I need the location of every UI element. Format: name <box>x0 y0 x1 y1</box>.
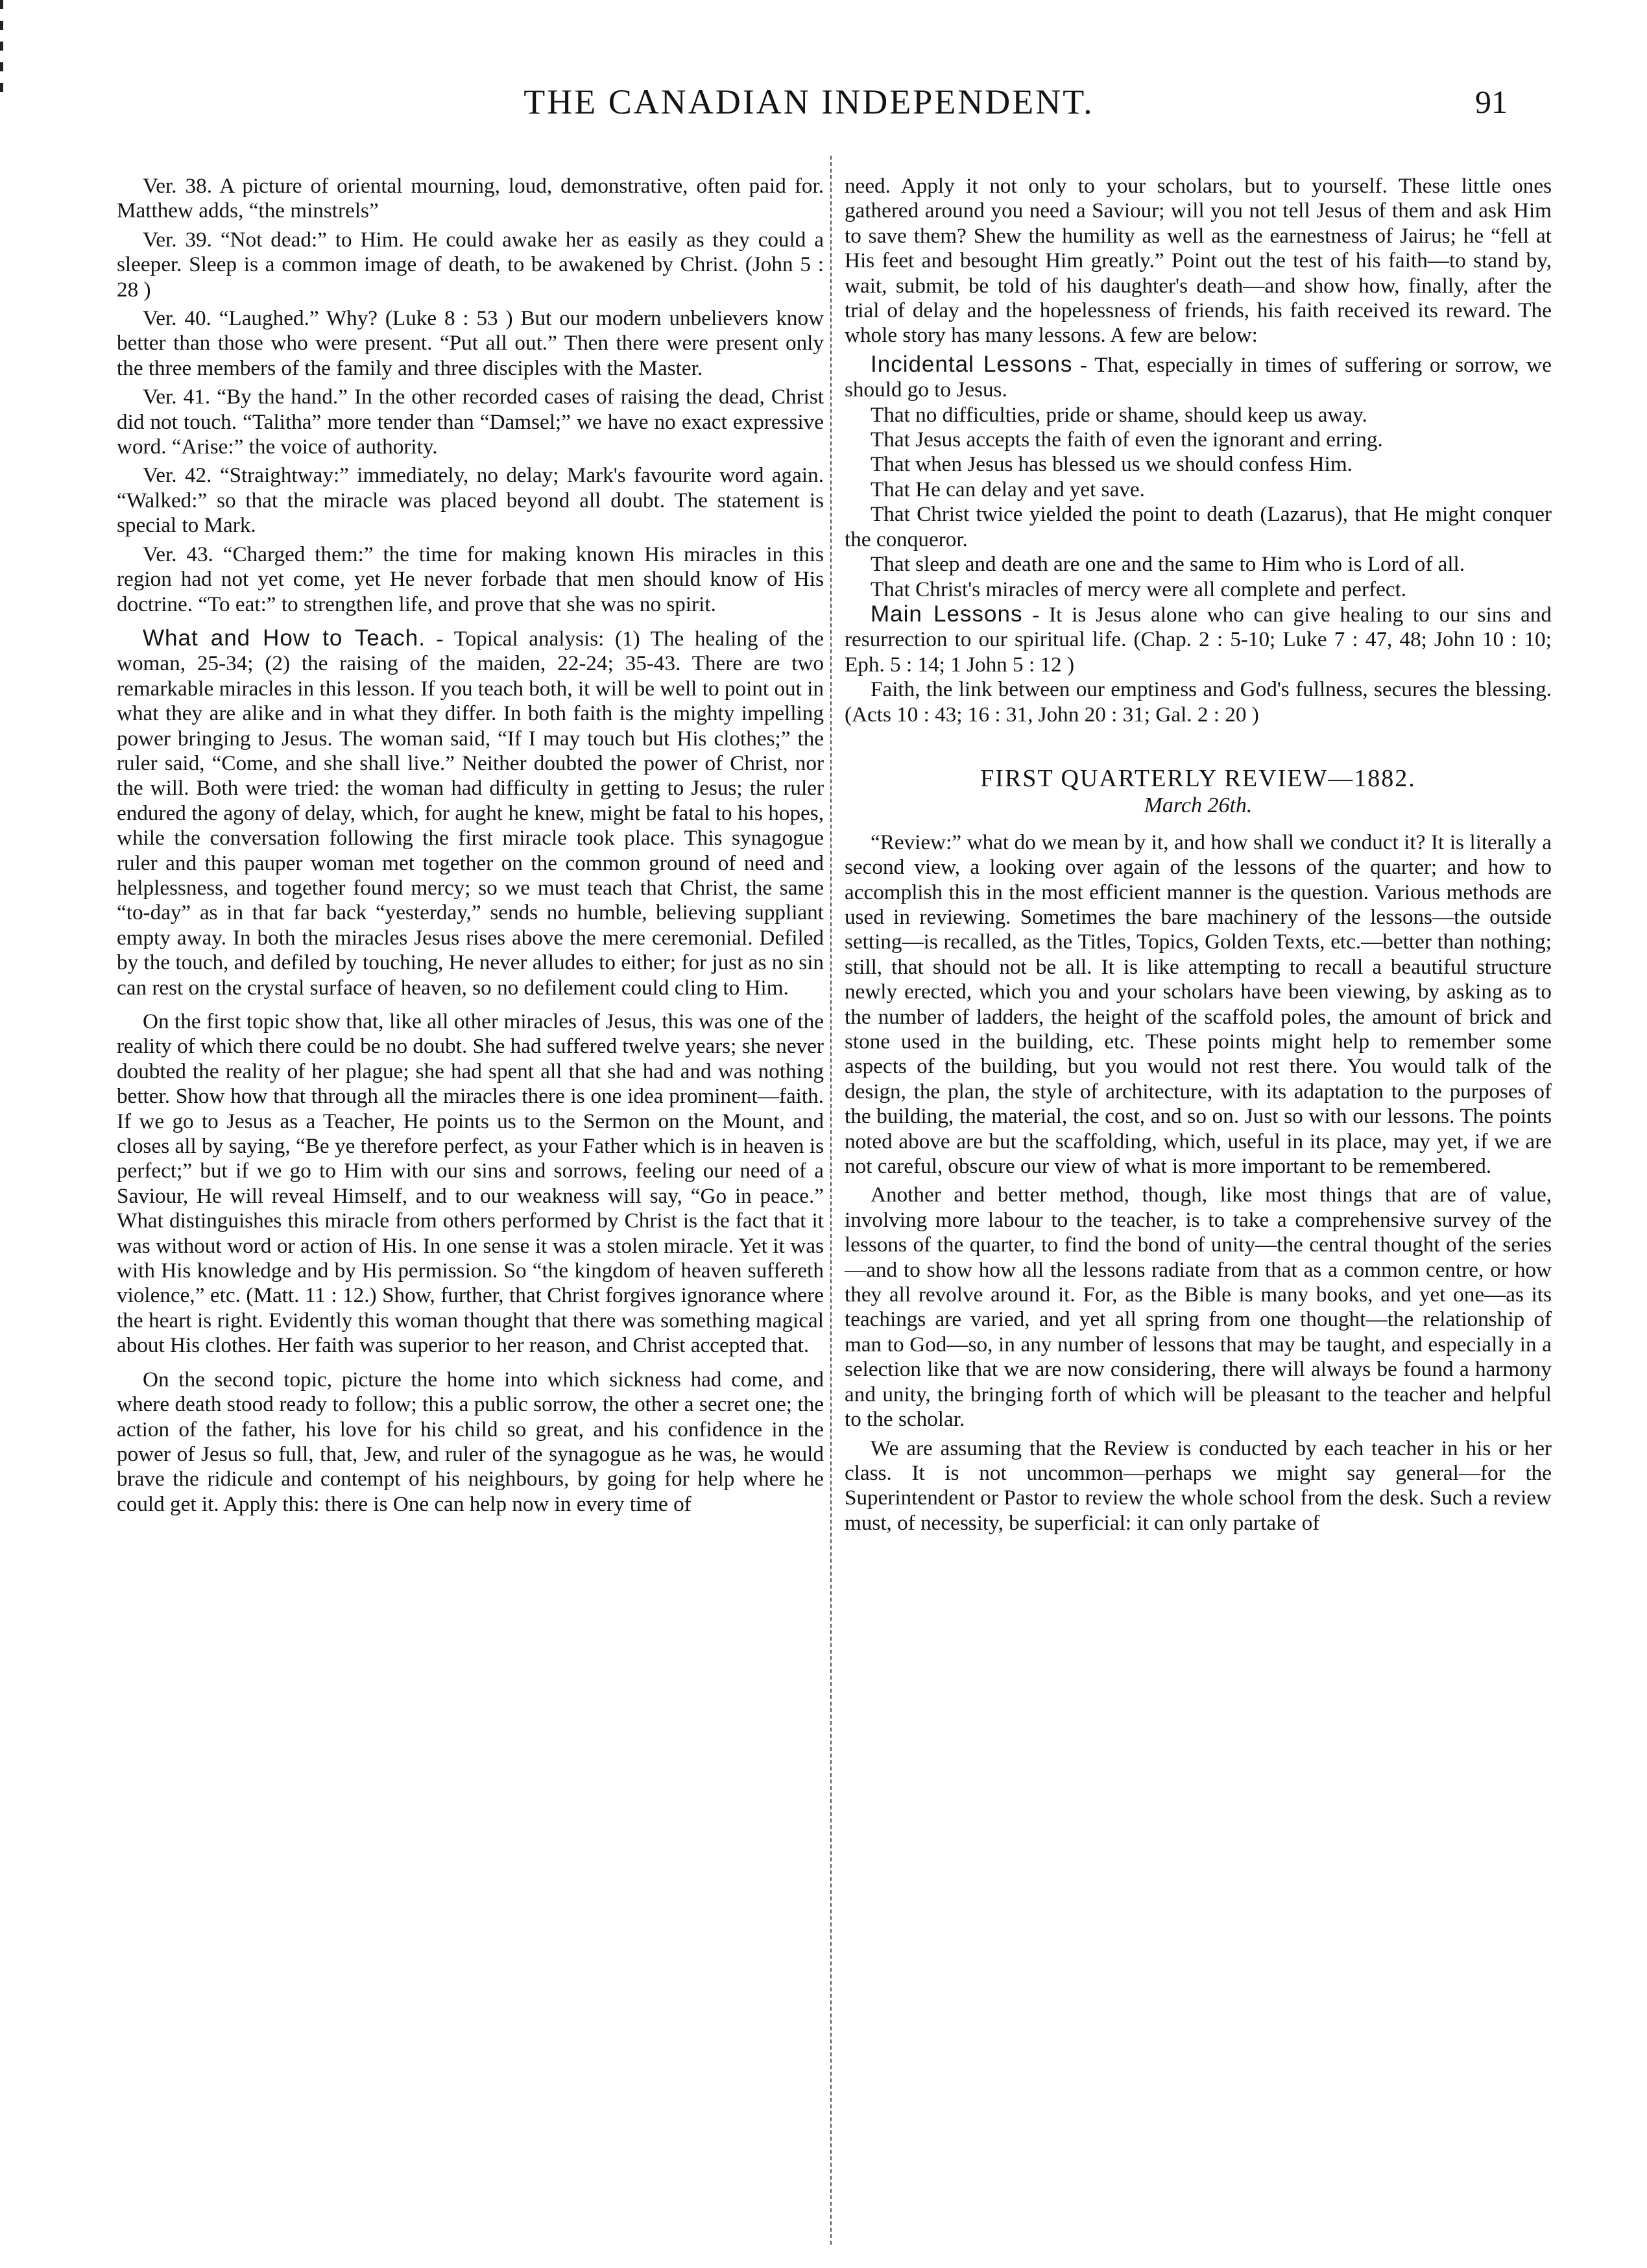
verse-note-43: Ver. 43. “Charged them:” the time for making known His miracles in this region had not yet come, yet He never forbade that men should know of His doctrine. “To eat:” to strengthen life, and prove that she was no spirit. <box>117 542 824 616</box>
edge-mark <box>0 0 3 9</box>
verse-note-41: Ver. 41. “By the hand.” In the other recorded cases of raising the dead, Christ did not touch. “Talitha” more tender than “Damsel;” we have no exact expressive word. “Arise:” the voice of authority. <box>117 385 824 459</box>
incidental-lesson-6: That Christ twice yielded the point to death (Lazarus), that He might conquer the conqueror. <box>845 502 1552 551</box>
scan-edge-marks <box>0 0 5 169</box>
page-number: 91 <box>1475 84 1508 120</box>
page-header <box>110 79 1508 125</box>
review-paragraph-2: Another and better method, though, like most things that are of value, involving more labour to the teacher, is to take a comprehensive survey of the lessons of the quarter, to find the bond of unity—the central thought of the series—and to show how all the lessons radiate from that as a common centre, or how they all revolve around it. For, as the Bible is many books, and yet one—as its teachings are varied, and yet all spring from one thought—the relationship of man to God—so, in any number of lessons that may be taught, and especially in a selection like that we are now considering, there will always be found a harmony and unity, the bringing forth of which will be pleasant to the teacher and helpful to the scholar. <box>845 1183 1552 1432</box>
incidental-lesson-4: That when Jesus has blessed us we should confess Him. <box>871 452 1352 477</box>
second-topic-paragraph: On the second topic, picture the home into which sickness had come, and where death stood ready to follow; this a public sorrow, the other a secret one; the action of the father, his love for his child so great, and his confidence in the power of Jesus so full, that, Jew, and ruler of the synagogue as he was, he would brave the ridicule and contempt of his neighbours, by going for help where he could get it. Apply this: there is One can help now in every time of <box>117 1367 824 1516</box>
incidental-lesson-1: - That, especially in times of suffering or sorrow, we should go to Jesus. <box>845 352 1552 402</box>
incidental-lesson-5: That He can delay and yet save. <box>871 477 1145 501</box>
incidental-lesson-3: That Jesus accepts the faith of even the ignorant and erring. <box>871 428 1383 452</box>
continuation-paragraph: need. Apply it not only to your scholars, but to yourself. These little ones gathered around you need a Saviour; will you not tell Jesus of them and ask Him to save them? Shew the humility as well as the earnestness of Jairus; he “fell at His feet and besought Him greatly.” Point out the test of his faith—to stand by, wait, submit, be told of his daughter's death—and show how, finally, after the trial of delay and the hopelessness of friends, his faith received its reward. The whole story has many lessons. A few are below: <box>845 174 1552 348</box>
incidental-lesson-7: That sleep and death are one and the same to Him who is Lord of all. <box>871 552 1465 577</box>
main-lessons <box>845 602 1552 677</box>
faith-paragraph: Faith, the link between our emptiness and God's fullness, secures the blessing. (Acts 10 : 43; 16 : 31, John 20 : 31; Gal. 2 : 20 ) <box>845 677 1552 727</box>
verse-note-42: Ver. 42. “Straightway:” immediately, no delay; Mark's favourite word again. “Walked:” so that the miracle was placed beyond all doubt. The statement is special to Mark. <box>117 463 824 538</box>
teach-section <box>117 626 824 1000</box>
edge-mark <box>0 42 3 51</box>
incidental-lesson-8: That Christ's miracles of mercy were all complete and perfect. <box>871 577 1407 601</box>
verse-note-39: Ver. 39. “Not dead:” to Him. He could awake her as easily as they could a sleeper. Sleep is a common image of death, to be awakened by Christ. (John 5 : 28 ) <box>117 227 824 302</box>
incidental-lesson-2: That no difficulties, pride or shame, should keep us away. <box>871 402 1367 427</box>
edge-mark <box>0 62 3 71</box>
review-paragraph-1: “Review:” what do we mean by it, and how shall we conduct it? It is literally a second view, a looking over again of the lessons of the quarter; and how to accomplish this in the most efficient manner is the question. Various methods are used in reviewing. Sometimes the bare machinery of the lessons—the outside setting—is recalled, as the Titles, Topics, Golden Texts, etc.—better than nothing; still, that should not be all. It is like attempting to recall a beautiful structure newly erected, which you and your scholars have been viewing, by asking as to the number of ladders, the height of the scaffold poles, the amount of brick and stone used in the building, etc. These points might help to remember some aspects of the building, but you would not rest there. You would talk of the design, the plan, the style of architecture, with its adaptation to the purposes of the building, the material, the cost, and so on. Just so with our lessons. The points noted above are but the scaffolding, which, useful in its place, may yet, if we are not careful, obscure our view of what is more important to be remembered. <box>845 830 1552 1179</box>
teach-text: - Topical analysis: (1) The healing of the woman, 25-34; (2) the raising of the maiden, 22-24; 35-43. There are two remarkable miracles in this lesson. If you teach both, it will be well to point out in what they are alike and in what they differ. In both faith is the mighty impelling power bringing to Jesus. The woman said, “If I may touch but His clothes;” the ruler said, “Come, and she shall live.” Neither doubted the power of Christ, nor the will. Both were tried: the woman had difficulty in getting to Jesus; the ruler endured the agony of delay, which, for aught he knew, might be fatal to his hopes, while the conversation following the first miracle took place. This synagogue ruler and this pauper woman met together on the common ground of need and helplessness, and together found mercy; so we must teach that Christ, the same “to-day” as in that far back “yesterday,” sends no humble, believing suppliant empty away. In both the miracles Jesus rises above the mere ceremonial. Defiled by the touch, and defiled by touching, He never alludes to either; for just as no sin can rest on the crystal surface of heaven, so no defilement could cling to Him. <box>117 626 824 1000</box>
main-lessons-text: - It is Jesus alone who can give healing to our sins and resurrection to our spiritual life. (Chap. 2 : 5-10; Luke 7 : 47, 48; John 10 : 10; Eph. 5 : 14; 1 John 5 : 12 ) <box>845 602 1552 677</box>
first-topic-paragraph: On the first topic show that, like all other miracles of Jesus, this was one of the reality of which there could be no doubt. She had suffered twelve years; she never doubted the reality of her plague; she had spent all that she had and was nothing better. Show how that through all the miracles there is one idea prominent—faith. If we go to Jesus as a Teacher, He points us to the Sermon on the Mount, and closes all by saying, “Be ye therefore perfect, as your Father which is in heaven is perfect;” but if we go to Him with our sins and sorrows, feeling our need of a Saviour, He will reveal Himself, and to our weakness will say, “Go in peace.” What distinguishes this miracle from others performed by Christ is the fact that it was without word or action of His. In one sense it was a stolen miracle. Yet it was with His knowledge and by His permission. So “the kingdom of heaven suffereth violence,” etc. (Matt. 11 : 12.) Show, further, that Christ forgives ignorance where the heart is right. Evidently this woman thought that there was something magical about His clothes. Her faith was superior to her reason, and Christ accepted that. <box>117 1009 824 1358</box>
teach-heading: What and How to Teach. <box>143 625 426 651</box>
column-divider <box>830 156 832 2245</box>
incidental-lessons-intro <box>845 352 1552 403</box>
edge-mark <box>0 21 3 30</box>
verse-note-38: Ver. 38. A picture of oriental mourning, loud, demonstrative, often paid for. Matthew adds, “the minstrels” <box>117 174 824 223</box>
right-column <box>845 174 1552 2250</box>
review-paragraph-3: We are assuming that the Review is conducted by each teacher in his or her class. It is not uncommon—perhaps we might say general—for the Superintendent or Pastor to review the whole school from the desk. Such a review must, of necessity, be superficial: it can only partake of <box>845 1436 1552 1535</box>
incidental-heading: Incidental Lessons <box>871 351 1073 377</box>
edge-mark <box>0 83 3 92</box>
left-column <box>117 174 824 2250</box>
main-lessons-heading: Main Lessons <box>871 601 1023 627</box>
review-date: March 26th. <box>1144 793 1253 818</box>
masthead-title: THE CANADIAN INDEPENDENT. <box>523 82 1094 121</box>
review-title: FIRST QUARTERLY REVIEW—1882. <box>980 764 1416 792</box>
verse-note-40: Ver. 40. “Laughed.” Why? (Luke 8 : 53 ) But our modern unbelievers know better than those who were present. “Put all out.” Then there were present only the three members of the family and three disciples with the Master. <box>117 306 824 380</box>
